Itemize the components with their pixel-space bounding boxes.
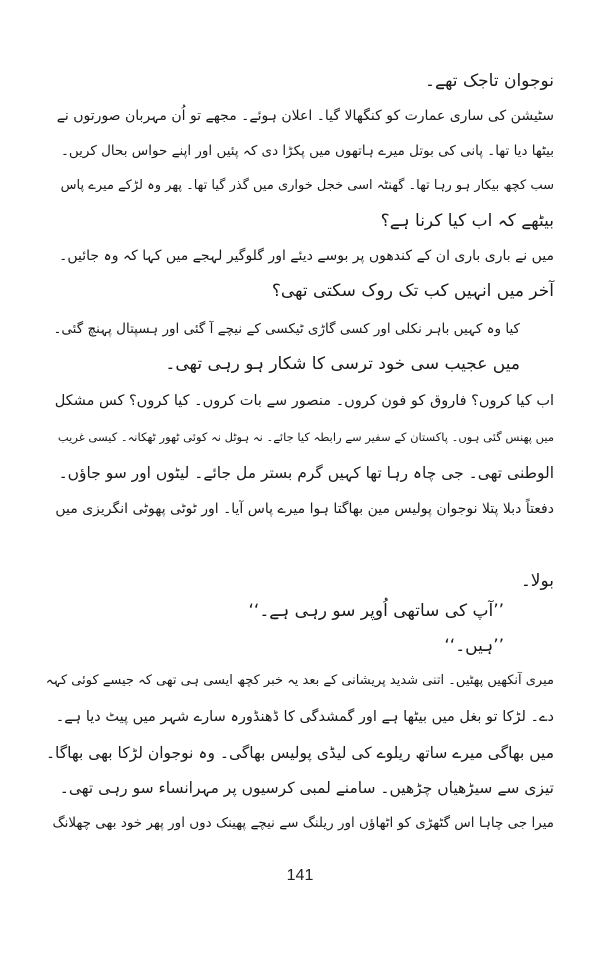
text-line: آخر میں انہیں کب تک روک سکتی تھی؟ [271, 281, 554, 301]
text-line: سب کچھ بیکار ہو رہا تھا۔ گھنٹہ اسی خجل خواری میں گذر گیا تھا۔ پھر وہ لڑکے میرے پاس [60, 178, 554, 193]
text-line: میری آنکھیں پھٹیں۔ اتنی شدید پریشانی کے بعد یہ خبر کچھ ایسی ہی تھی کہ جیسے کوئی کہہ [45, 673, 554, 688]
text-line: میرا جی چاہا اس گٹھڑی کو اٹھاؤں اور ریلنگ سے نیچے پھینک دوں اور پھر خود بھی چھلانگ [52, 815, 554, 831]
text-line: تیزی سے سیڑھیاں چڑھیں۔ سامنے لمبی کرسیوں پر مہرانساء سو رہی تھی۔ [59, 779, 554, 797]
text-line: نوجوان تاجک تھے۔ [425, 71, 554, 91]
text-line: دے۔ لڑکا تو بغل میں بیٹھا ہے اور گمشدگی کا ڈھنڈورہ سارے شہر میں پیٹ دیا ہے۔ [55, 709, 554, 725]
dialogue-line: ’’ہیں۔‘‘ [444, 636, 504, 656]
text-line: میں پھنس گئی ہوں۔ پاکستان کے سفیر سے رابطہ کیا جائے۔ نہ ہوٹل نہ کوئی ٹھور ٹھکانہ۔ کیسی غریب [57, 430, 554, 444]
text-line: دفعتاً دبلا پتلا نوجوان پولیس مین بھاگتا ہوا میرے پاس آیا۔ اور ٹوٹی پھوٹی انگریزی میں [55, 501, 554, 517]
text-line: بولا۔ [520, 571, 554, 591]
text-line: میں بھاگی میرے ساتھ ریلوے کی لیڈی پولیس بھاگی۔ وہ نوجوان لڑکا بھی بھاگا۔ [45, 744, 554, 762]
text-line: میں نے باری باری ان کے کندھوں پر بوسے دیئے اور گلوگیر لہجے میں کہا کہ وہ جائیں۔ [59, 248, 554, 264]
page-number: 141 [286, 867, 314, 884]
text-line: اب کیا کروں؟ فاروق کو فون کروں۔ منصور سے بات کروں۔ کیا کروں؟ کس مشکل [54, 393, 554, 409]
dialogue-line: ’’آپ کی ساتھی اُوپر سو رہی ہے۔‘‘ [248, 601, 504, 621]
text-line: کیا وہ کہیں باہر نکلی اور کسی گاڑی ٹیکسی کے نیچے آ گئی اور ہسپتال پہنچ گئی۔ [53, 321, 520, 337]
text-line: بیٹھے کہ اب کیا کرنا ہے؟ [380, 211, 554, 231]
text-line: میں عجیب سی خود ترسی کا شکار ہو رہی تھی۔ [165, 354, 520, 374]
text-line: بیٹھا دیا تھا۔ پانی کی بوتل میرے ہاتھوں میں پکڑا دی کہ پئیں اور اپنے حواس بحال کریں۔ [60, 143, 554, 159]
text-line: سٹیشن کی ساری عمارت کو کنگھالا گیا۔ اعلان ہوئے۔ مجھے تو اُن مہربان صورتوں نے [56, 108, 554, 124]
text-line: الوطنی تھی۔ جی چاہ رہا تھا کہیں گرم بستر مل جائے۔ لیٹوں اور سو جاؤں۔ [58, 464, 554, 482]
